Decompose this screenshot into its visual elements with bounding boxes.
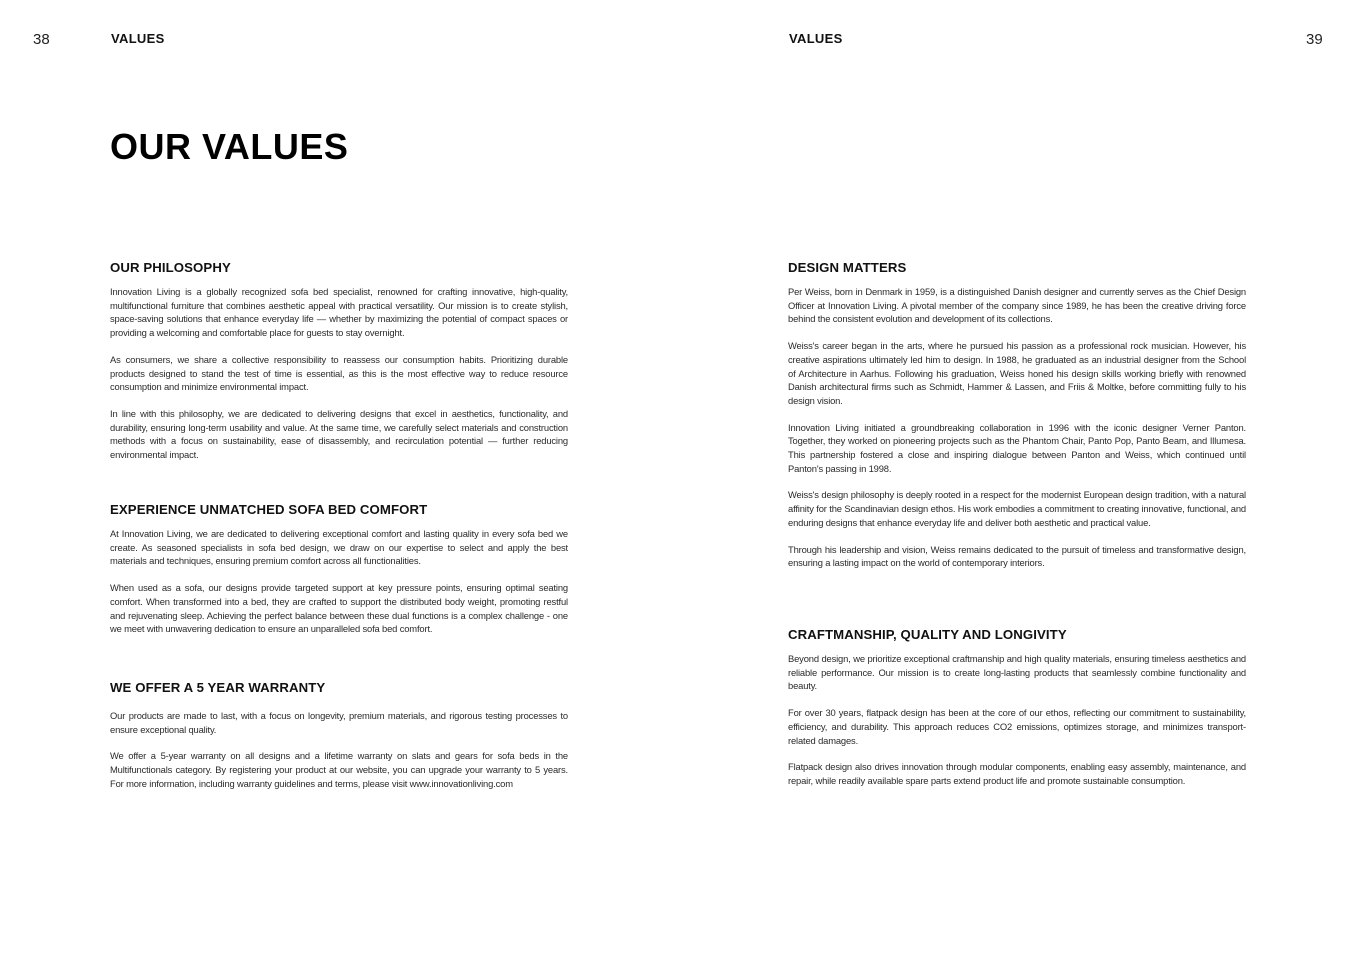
- section-sofa-bed-comfort: [110, 502, 568, 636]
- section-warranty: [110, 680, 568, 791]
- paragraph: In line with this philosophy, we are dedicated to delivering designs that excel in aesthetics, functionality, and durability, ensuring long-term usability and value. At the same time, we carefully select materials and construction methods with a focus on sustainability, ease of disassembly, and recirculation potential — further reducing environmental impact.: [110, 407, 568, 461]
- paragraph: Weiss's career began in the arts, where he pursued his passion as a professional rock musician. However, his creative aspirations ultimately led him to design. In 1988, he graduated as an industrial designer from the School of Architecture in Aarhus. Following his graduation, Weiss honed his design skills working briefly with renowned Danish architectural firms such as Schmidt, Hammer & Lassen, and Friis & Moltke, before committing fully to his design vision.: [788, 340, 1246, 406]
- running-header-left: VALUES: [111, 31, 165, 46]
- paragraph: When used as a sofa, our designs provide targeted support at key pressure points, ensuring optimal seating comfort. When transformed into a bed, they are crafted to support the distributed body weight, promoting restful and rejuvenating sleep. Achieving the perfect balance between these dual functions is a complex challenge - one we meet with unwavering dedication to ensure an unparalleled sofa bed comfort.: [110, 582, 568, 635]
- right-column: [788, 260, 1246, 583]
- paragraph: Per Weiss, born in Denmark in 1959, is a distinguished Danish designer and currently serves as the Chief Design Officer at Innovation Living. A pivotal member of the company since 1989, he has been the creative driving force behind the consistent evolution and development of its collections.: [788, 286, 1246, 325]
- paragraph: Weiss's design philosophy is deeply rooted in a respect for the modernist European design tradition, with a natural affinity for the Scandinavian design ethos. His work embodies a commitment to creating innovative, functional, and enduring designs that enhance everyday life and deliver both aesthetic and practical value.: [788, 489, 1246, 528]
- paragraph: Our products are made to last, with a focus on longevity, premium materials, and rigorous testing processes to ensure exceptional quality.: [110, 710, 568, 735]
- page-number-right: 39: [1306, 31, 1323, 48]
- paragraph: We offer a 5-year warranty on all designs and a lifetime warranty on slats and gears for sofa beds in the Multifunctionals category. By registering your product at our website, you can upgrade your warranty to 5 years. For more information, including warranty guidelines and terms, please visit www.innovationliving.com: [110, 750, 568, 789]
- section-heading: CRAFTMANSHIP, QUALITY AND LONGIVITY: [788, 627, 1067, 642]
- left-column: [110, 260, 568, 475]
- left-column-2: [110, 502, 568, 649]
- paragraph: Through his leadership and vision, Weiss remains dedicated to the pursuit of timeless and transformative design, ensuring a lasting impact on the world of contemporary interiors.: [788, 543, 1246, 569]
- paragraph: Innovation Living initiated a groundbreaking collaboration in 1996 with the iconic designer Verner Panton. Together, they worked on pioneering projects such as the Phantom Chair, Panto Pop, Panto Beam, and Illumesa. This partnership fostered a close and inspiring dialogue between Panton and Weiss, which continued until Panton's passing in 1998.: [788, 421, 1246, 474]
- left-column-3: [110, 680, 568, 804]
- right-column-2: [788, 627, 1246, 801]
- paragraph: At Innovation Living, we are dedicated to delivering exceptional comfort and lasting quality in every sofa bed we create. As seasoned specialists in sofa bed design, we draw on our expertise to select and apply the best materials and techniques, ensuring premium comfort across all functionalities.: [110, 528, 568, 567]
- section-heading: EXPERIENCE UNMATCHED SOFA BED COMFORT: [110, 502, 428, 517]
- paragraph: Flatpack design also drives innovation through modular components, enabling easy assembly, maintenance, and repair, while readily available spare parts extend product life and promote sustainable consumption.: [788, 761, 1246, 786]
- paragraph: Innovation Living is a globally recognized sofa bed specialist, renowned for crafting innovative, high-quality, multifunctional furniture that combines aesthetic appeal with practical versatility. Our mission is to create stylish, space-saving solutions that enhance everyday life — whether by maximizing the potential of compact spaces or providing a welcoming and comfortable place for guests to stay overnight.: [110, 286, 568, 339]
- paragraph: Beyond design, we prioritize exceptional craftmanship and high quality materials, ensuring timeless aesthetics and reliable performance. Our mission is to create long-lasting products that seamlessly combine functionality and beauty.: [788, 653, 1246, 692]
- page-number-left: 38: [33, 31, 50, 48]
- section-heading: WE OFFER A 5 YEAR WARRANTY: [110, 680, 326, 695]
- paragraph: As consumers, we share a collective responsibility to reassess our consumption habits. Prioritizing durable products designed to stand the test of time is essential, as this is the most effective way to reduce resource consumption and minimize environmental impact.: [110, 353, 568, 393]
- paragraph: For over 30 years, flatpack design has been at the core of our ethos, reflecting our commitment to sustainability, efficiency, and durability. This approach reduces CO2 emissions, optimizes storage, and minimizes transport-related damages.: [788, 707, 1246, 746]
- section-craftmanship: [788, 627, 1246, 788]
- section-heading: DESIGN MATTERS: [788, 260, 907, 275]
- section-our-philosophy: [110, 260, 568, 462]
- page-title: OUR VALUES: [110, 126, 349, 167]
- section-heading: OUR PHILOSOPHY: [110, 260, 231, 275]
- running-header-right: VALUES: [789, 31, 843, 46]
- section-design-matters: [788, 260, 1246, 570]
